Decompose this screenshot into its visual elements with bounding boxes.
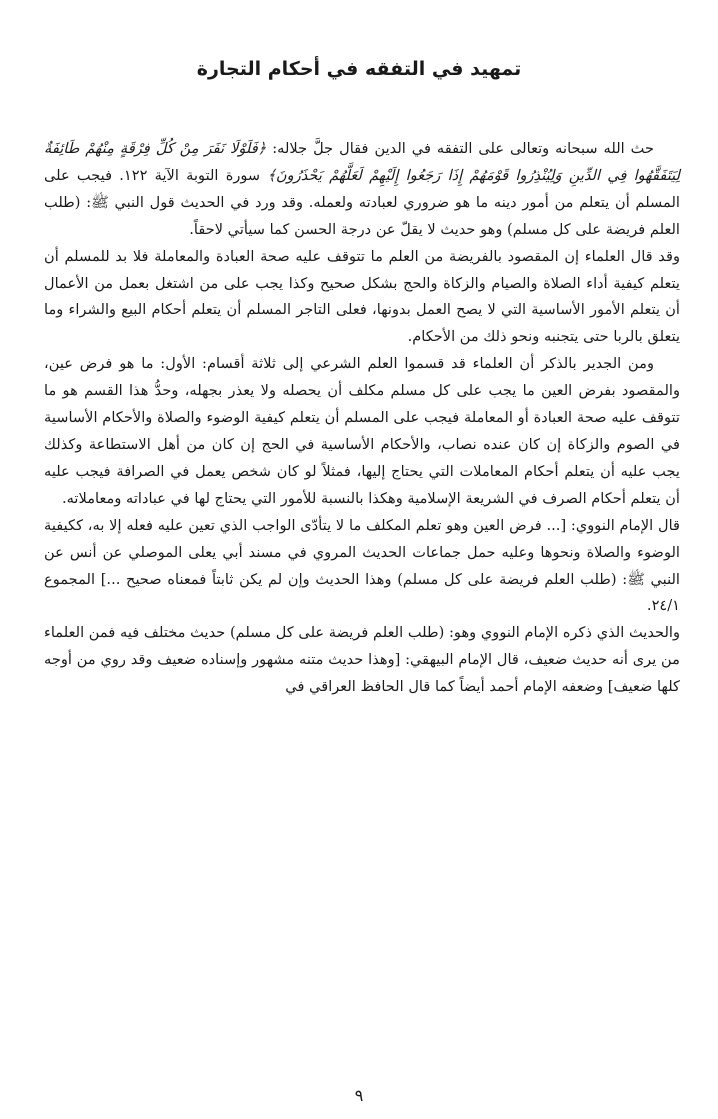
paragraph-4: قال الإمام النووي: [... فرض العين وهو تعلم المكلف ما لا يتأدّى الواجب الذي تعين عليه فعله إلا به، ككيفية الوضوء والصلاة ونحوها وعليه حمل جماعات الحديث المروي في مسند أبي يعلى الموصلي عن أنس عن النبي ﷺ: (طلب العلم فريضة على كل مسلم) وهذا الحديث وإن لم يكن ثابتاً فمعناه صحيح ...] المجموع ٢٤/١.	[44, 516, 680, 615]
paragraph-1	[44, 136, 680, 244]
body-text	[44, 136, 680, 701]
paragraph-2: وقد قال العلماء إن المقصود بالفريضة من العلم ما تتوقف عليه صحة العبادة والمعاملة فلا بد للمسلم أن يتعلم كيفية أداء الصلاة والصيام والزكاة والحج بشكل صحيح وكذا يجب على من اشتغل بعمل من الأعمال أن يتعلم الأمور الأساسية التي لا يصح العمل بدونها، فعلى التاجر المسلم أن يتعلم أحكام البيع والشراء وما يتعلق بالربا حتى يتجنبه ونحو ذلك من الأحكام.	[44, 247, 680, 346]
quran-verse: ﴿فَلَوْلَا نَفَرَ مِنْ كُلِّ فِرْقَةٍ مِنْهُمْ طَائِفَةٌ لِيَتَفَقَّهُوا فِي الدِّينِ وَلِيُنْذِرُوا قَوْمَهُمْ إِذَا رَجَعُوا إِلَيْهِمْ لَعَلَّهُمْ يَحْذَرُونَ﴾	[44, 140, 680, 184]
paragraph-1-rest: سورة التوبة الآية ١٢٢. فيجب على المسلم أن يتعلم من أمور دينه ما هو ضروري لعبادته ولعمله. وقد ورد في الحديث قول النبي ﷺ: (طلب العلم فريضة على كل مسلم) وهو حديث لا يقلّ عن درجة الحسن كما سيأتي لاحقاً.	[44, 166, 680, 238]
page-number: ٩	[354, 1086, 364, 1105]
paragraph-1-intro: حث الله سبحانه وتعالى على التفقه في الدين فقال جلَّ جلاله:	[266, 140, 655, 157]
paragraph-5: والحديث الذي ذكره الإمام النووي وهو: (طلب العلم فريضة على كل مسلم) حديث مختلف فيه فمن العلماء من يرى أنه حديث ضعيف، قال الإمام البيهقي: [وهذا حديث متنه مشهور وإسناده ضعيف وقد روي من أوجه كلها ضعيف] وضعفه الإمام أحمد أيضاً كما قال الحافظ العراقي في	[44, 624, 680, 696]
page-title: تمهيد في التفقه في أحكام التجارة	[196, 58, 522, 80]
paragraph-3: ومن الجدير بالذكر أن العلماء قد قسموا العلم الشرعي إلى ثلاثة أقسام: الأول: ما هو فرض عين، والمقصود بفرض العين ما يجب على كل مسلم مكلف أن يحصله ولا يعذر بجهله، وحدُّ هذا القسم هو ما تتوقف عليه صحة العبادة أو المعاملة فيجب على المسلم أن يتعلم كيفية الوضوء والصلاة والأحكام الأساسية في الصوم والزكاة إن كان عنده نصاب، والأحكام الأساسية في الحج إن كان من أهل الاستطاعة وكذلك يجب عليه أن يتعلم أحكام المعاملات التي يحتاج إليها، فمثلاً لو كان شخص يعمل في الصرافة فيجب عليه أن يتعلم أحكام الصرف في الشريعة الإسلامية وهكذا بالنسبة للأمور التي يحتاج لها في عباداته ومعاملاته.	[44, 355, 680, 507]
